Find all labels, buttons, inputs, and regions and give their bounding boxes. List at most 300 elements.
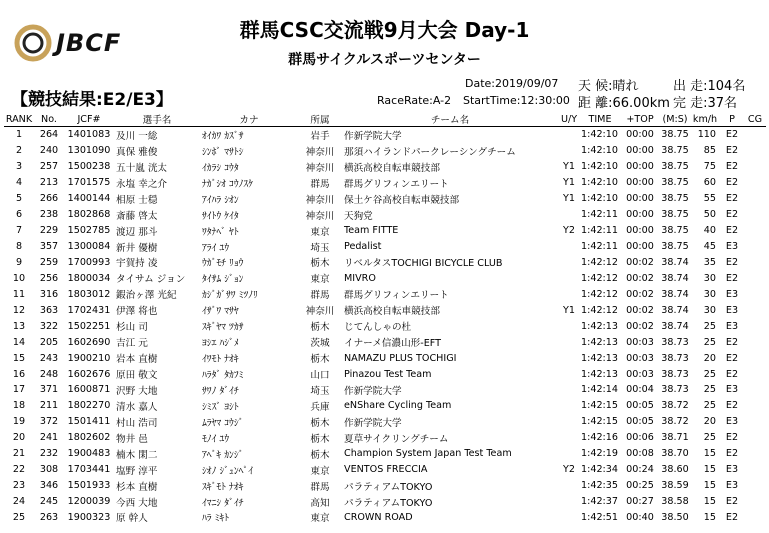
time-gap-cell: 00:03: [626, 336, 654, 348]
affiliation-cell: 兵庫: [310, 401, 330, 413]
uy-flag-cell: [558, 334, 580, 350]
rank-cell: 12: [12, 304, 26, 316]
jcf-number-cell: 1600871: [67, 384, 111, 396]
category-cell: E2: [725, 336, 739, 348]
uy-flag-cell: [558, 398, 580, 414]
jcf-number-cell: 1602676: [67, 368, 111, 380]
jcf-number-cell: 1900210: [67, 352, 111, 364]
uy-flag-cell: [558, 127, 580, 143]
jcf-number-cell: 1703441: [67, 464, 111, 476]
team-name-cell: 群馬グリフィンエリート: [344, 178, 449, 190]
category-cell: E2: [725, 256, 739, 268]
race-date: Date:2019/09/07: [465, 77, 559, 90]
rider-kana-cell: ｲﾜﾓﾄ ﾅｵｷ: [202, 354, 239, 366]
points-cell: 15: [703, 496, 716, 508]
category-cell: E2: [725, 209, 739, 221]
jcf-number-cell: 1802602: [67, 432, 111, 444]
category-cell: E2: [725, 368, 739, 380]
rider-name-cell: 永塩 幸之介: [116, 178, 168, 190]
finish-time-cell: 1:42:51: [581, 511, 618, 523]
rider-name-cell: 清水 嘉人: [116, 401, 158, 413]
start-time: StartTime:12:30:00: [463, 94, 570, 107]
finish-time-cell: 1:42:12: [581, 256, 618, 268]
starters-count: 出 走:104名: [673, 79, 746, 94]
table-row: [4, 446, 766, 462]
rider-kana-cell: ｲｻﾞﾜ ﾏｻﾔ: [202, 306, 239, 318]
avg-speed-cell: 38.73: [661, 384, 689, 396]
time-gap-cell: 00:27: [626, 496, 654, 508]
rank-cell: 20: [12, 432, 26, 444]
rank-cell: 23: [12, 480, 26, 492]
bib-number-cell: 256: [39, 272, 59, 284]
jcf-number-cell: 1500238: [67, 161, 111, 173]
affiliation-cell: 山口: [310, 370, 330, 382]
rider-name-cell: 原田 敬文: [116, 370, 158, 382]
category-cell: E3: [725, 464, 739, 476]
jcf-number-cell: 1900483: [67, 448, 111, 460]
avg-speed-cell: 38.75: [661, 209, 689, 221]
weather: 天 候:晴れ: [578, 79, 639, 94]
distance: 距 離:66.00km: [578, 96, 670, 111]
points-cell: 110: [697, 129, 716, 141]
finish-time-cell: 1:42:10: [581, 161, 618, 173]
rider-kana-cell: ｼﾐｽﾞ ﾖｼﾄ: [202, 401, 239, 413]
time-gap-cell: 00:02: [626, 304, 654, 316]
table-row: [4, 334, 766, 350]
uy-flag-cell: [558, 350, 580, 366]
uy-flag-cell: [558, 494, 580, 510]
rank-cell: 6: [15, 209, 23, 221]
jcf-number-cell: 1803012: [67, 288, 111, 300]
avg-speed-cell: 38.73: [661, 352, 689, 364]
team-name-cell: Champion System Japan Test Team: [344, 448, 512, 460]
rider-kana-cell: ﾊﾗﾀﾞ ﾀｶﾌﾐ: [202, 370, 244, 382]
time-gap-cell: 00:02: [626, 256, 654, 268]
bib-number-cell: 266: [39, 193, 59, 205]
table-row: [4, 143, 766, 159]
jcf-number-cell: 1702431: [67, 304, 111, 316]
points-cell: 30: [703, 288, 716, 300]
avg-speed-cell: 38.75: [661, 177, 689, 189]
bib-number-cell: 357: [39, 241, 59, 253]
affiliation-cell: 神奈川: [305, 162, 335, 174]
avg-speed-cell: 38.73: [661, 368, 689, 380]
affiliation-cell: 茨城: [310, 338, 330, 350]
time-gap-cell: 00:08: [626, 448, 654, 460]
points-cell: 15: [703, 511, 716, 523]
affiliation-cell: 東京: [310, 274, 330, 286]
affiliation-cell: 埼玉: [310, 385, 330, 397]
points-cell: 25: [703, 400, 716, 412]
category-cell: E2: [725, 448, 739, 460]
jcf-number-cell: 1200039: [67, 496, 111, 508]
finish-time-cell: 1:42:13: [581, 336, 618, 348]
rank-cell: 22: [12, 464, 26, 476]
col-ms: (M:S): [660, 112, 690, 127]
affiliation-cell: 神奈川: [305, 306, 335, 318]
rider-name-cell: 岩本 直樹: [116, 354, 158, 366]
table-row: [4, 414, 766, 430]
affiliation-cell: 栃木: [310, 322, 330, 334]
rider-name-cell: 鍜治ヶ澤 光紀: [116, 290, 177, 302]
jcf-number-cell: 1802868: [67, 209, 111, 221]
rider-kana-cell: ﾖｼｴ ﾊｼﾞﾒ: [202, 338, 239, 350]
time-gap-cell: 00:03: [626, 352, 654, 364]
team-name-cell: じてんしゃの杜: [344, 322, 412, 334]
team-name-cell: Pedalist: [344, 241, 382, 253]
bib-number-cell: 248: [39, 368, 59, 380]
rank-cell: 11: [12, 288, 26, 300]
rank-cell: 3: [15, 161, 23, 173]
time-gap-cell: 00:00: [626, 193, 654, 205]
rider-name-cell: 杉本 直樹: [116, 481, 158, 493]
points-cell: 20: [703, 416, 716, 428]
col-jcf: JCF#: [64, 112, 114, 127]
affiliation-cell: 栃木: [310, 433, 330, 445]
time-gap-cell: 00:02: [626, 320, 654, 332]
avg-speed-cell: 38.75: [661, 225, 689, 237]
jcf-number-cell: 1502251: [67, 320, 111, 332]
bib-number-cell: 322: [39, 320, 59, 332]
bib-number-cell: 240: [39, 145, 59, 157]
page-title: 群馬CSC交流戦9月大会 Day-1: [239, 18, 530, 42]
col-no: No.: [34, 112, 64, 127]
uy-flag-cell: Y2: [563, 464, 575, 476]
affiliation-cell: 栃木: [310, 417, 330, 429]
affiliation-cell: 群馬: [310, 481, 330, 493]
results-table: [4, 112, 766, 525]
finish-time-cell: 1:42:15: [581, 400, 618, 412]
table-row: [4, 286, 766, 302]
col-kana: カナ: [200, 112, 298, 127]
points-cell: 55: [703, 193, 716, 205]
avg-speed-cell: 38.74: [661, 272, 689, 284]
category-cell: E2: [725, 272, 739, 284]
points-cell: 75: [703, 161, 716, 173]
affiliation-cell: 栃木: [310, 354, 330, 366]
col-rank: RANK: [5, 113, 33, 125]
rider-kana-cell: ｲﾏﾆｼ ﾀﾞｲﾁ: [202, 497, 244, 509]
time-gap-cell: 00:24: [626, 464, 654, 476]
time-gap-cell: 00:00: [626, 177, 654, 189]
finish-time-cell: 1:42:37: [581, 496, 618, 508]
category-cell: E2: [725, 161, 739, 173]
rider-name-cell: 五十嵐 洸太: [116, 162, 168, 174]
venue-subtitle: 群馬サイクルスポーツセンター: [288, 52, 481, 68]
jcf-number-cell: 1502785: [67, 225, 111, 237]
team-name-cell: 横浜高校自転車競技部: [344, 162, 440, 174]
rider-kana-cell: ｳｶﾞﾓﾁ ﾘｮｳ: [202, 258, 244, 270]
bib-number-cell: 238: [39, 209, 59, 221]
affiliation-cell: 東京: [310, 465, 330, 477]
avg-speed-cell: 38.70: [661, 448, 689, 460]
category-cell: E2: [725, 129, 739, 141]
table-header-row: [4, 112, 766, 127]
team-name-cell: 作新学院大学: [344, 130, 402, 142]
uy-flag-cell: Y1: [563, 304, 575, 316]
rider-name-cell: タイサム ジョン: [116, 274, 186, 286]
bib-number-cell: 264: [39, 129, 59, 141]
points-cell: 50: [703, 209, 716, 221]
table-row: [4, 255, 766, 271]
time-gap-cell: 00:00: [626, 225, 654, 237]
rider-kana-cell: ｽｷﾞﾓﾄ ﾅｵｷ: [202, 481, 244, 493]
bib-number-cell: 213: [39, 177, 59, 189]
rider-kana-cell: ｻﾜﾉ ﾀﾞｲﾁ: [202, 385, 239, 397]
table-row: [4, 302, 766, 318]
affiliation-cell: 群馬: [310, 290, 330, 302]
finishers-count: 完 走:37名: [673, 96, 738, 111]
rider-name-cell: 沢野 大地: [116, 385, 158, 397]
jcf-number-cell: 1501933: [67, 480, 111, 492]
finish-time-cell: 1:42:13: [581, 352, 618, 364]
team-name-cell: Team FITTE: [344, 225, 399, 237]
team-name-cell: Pinazou Test Team: [344, 368, 432, 380]
jcf-number-cell: 1802270: [67, 400, 111, 412]
rank-cell: 1: [15, 129, 23, 141]
uy-flag-cell: [558, 143, 580, 159]
time-gap-cell: 00:00: [626, 241, 654, 253]
team-name-cell: イナーメ信濃山形-EFT: [344, 338, 442, 350]
rider-kana-cell: ﾅｶﾞｼｵ ｺｳﾉｽｹ: [202, 178, 254, 190]
bib-number-cell: 363: [39, 304, 59, 316]
finish-time-cell: 1:42:10: [581, 193, 618, 205]
rank-cell: 9: [15, 256, 23, 268]
rank-cell: 17: [12, 384, 26, 396]
points-cell: 15: [703, 448, 716, 460]
rider-name-cell: 楠木 閑二: [116, 449, 158, 461]
jcf-number-cell: 1400144: [67, 193, 111, 205]
finish-time-cell: 1:42:12: [581, 304, 618, 316]
avg-speed-cell: 38.75: [661, 193, 689, 205]
jcf-number-cell: 1900323: [67, 511, 111, 523]
table-row: [4, 462, 766, 478]
rider-kana-cell: ｼｵﾉ ｼﾞｭﾝﾍﾟｲ: [202, 465, 254, 477]
team-name-cell: パラティアムTOKYO: [344, 497, 433, 509]
finish-time-cell: 1:42:13: [581, 368, 618, 380]
team-name-cell: パラティアムTOKYO: [344, 481, 433, 493]
table-row: [4, 430, 766, 446]
points-cell: 30: [703, 272, 716, 284]
rank-cell: 25: [12, 511, 26, 523]
rider-name-cell: 塩野 淳平: [116, 465, 158, 477]
bib-number-cell: 245: [39, 496, 59, 508]
points-cell: 40: [703, 225, 716, 237]
finish-time-cell: 1:42:11: [581, 209, 618, 221]
uy-flag-cell: [558, 286, 580, 302]
avg-speed-cell: 38.75: [661, 129, 689, 141]
time-gap-cell: 00:05: [626, 400, 654, 412]
col-top-diff: +TOP: [620, 112, 660, 127]
category-cell: E2: [725, 432, 739, 444]
category-cell: E3: [725, 384, 739, 396]
finish-time-cell: 1:42:35: [581, 480, 618, 492]
bib-number-cell: 259: [39, 256, 59, 268]
category-cell: E3: [725, 320, 739, 332]
rider-name-cell: 新井 優樹: [116, 242, 158, 254]
rank-cell: 7: [15, 225, 23, 237]
rider-kana-cell: ﾑﾗﾔﾏ ｺｳｼﾞ: [202, 417, 244, 429]
time-gap-cell: 00:04: [626, 384, 654, 396]
uy-flag-cell: [558, 318, 580, 334]
bib-number-cell: 257: [39, 161, 59, 173]
avg-speed-cell: 38.58: [661, 496, 689, 508]
rank-cell: 5: [15, 193, 23, 205]
table-row: [4, 239, 766, 255]
bib-number-cell: 372: [39, 416, 59, 428]
team-name-cell: CROWN ROAD: [344, 511, 413, 523]
category-cell: E2: [725, 225, 739, 237]
affiliation-cell: 高知: [310, 497, 330, 509]
rank-cell: 16: [12, 368, 26, 380]
category-cell: E2: [725, 496, 739, 508]
bib-number-cell: 371: [39, 384, 59, 396]
points-cell: 25: [703, 384, 716, 396]
bib-number-cell: 241: [39, 432, 59, 444]
uy-flag-cell: [558, 478, 580, 494]
table-row: [4, 510, 766, 526]
points-cell: 30: [703, 304, 716, 316]
finish-time-cell: 1:42:12: [581, 288, 618, 300]
rank-cell: 15: [12, 352, 26, 364]
uy-flag-cell: [558, 239, 580, 255]
table-row: [4, 207, 766, 223]
rider-kana-cell: ｽｷﾞﾔﾏ ﾂｶｻ: [202, 322, 244, 334]
table-row: [4, 350, 766, 366]
affiliation-cell: 神奈川: [305, 210, 335, 222]
team-name-cell: eNShare Cycling Team: [344, 400, 452, 412]
rider-name-cell: 原 幹人: [116, 513, 148, 525]
category-cell: E2: [725, 177, 739, 189]
points-cell: 35: [703, 256, 716, 268]
rank-cell: 8: [15, 241, 23, 253]
time-gap-cell: 00:00: [626, 161, 654, 173]
col-affiliation: 所属: [298, 112, 342, 127]
time-gap-cell: 00:03: [626, 368, 654, 380]
table-row: [4, 127, 766, 143]
col-category: CG: [744, 112, 766, 127]
results-body: [4, 127, 766, 526]
time-gap-cell: 00:00: [626, 145, 654, 157]
points-cell: 25: [703, 368, 716, 380]
finish-time-cell: 1:42:13: [581, 320, 618, 332]
bib-number-cell: 229: [39, 225, 59, 237]
rider-name-cell: 真保 雅俊: [116, 146, 158, 158]
bib-number-cell: 205: [39, 336, 59, 348]
team-name-cell: MIVRO: [344, 272, 376, 284]
col-time: TIME: [580, 112, 620, 127]
team-name-cell: VENTOS FRECCIA: [344, 464, 428, 476]
rank-cell: 19: [12, 416, 26, 428]
team-name-cell: 保土ケ谷高校自転車競技部: [344, 194, 460, 206]
rank-cell: 4: [15, 177, 23, 189]
rank-cell: 21: [12, 448, 26, 460]
jcf-number-cell: 1501411: [67, 416, 111, 428]
jcf-number-cell: 1300084: [67, 241, 111, 253]
results-heading: 【競技結果:E2/E3】: [11, 90, 173, 110]
finish-time-cell: 1:42:11: [581, 225, 618, 237]
rider-name-cell: 渡辺 那斗: [116, 226, 158, 238]
team-name-cell: 作新学院大学: [344, 417, 402, 429]
category-cell: E3: [725, 288, 739, 300]
avg-speed-cell: 38.50: [661, 511, 689, 523]
rank-cell: 18: [12, 400, 26, 412]
points-cell: 20: [703, 352, 716, 364]
bib-number-cell: 263: [39, 511, 59, 523]
rider-kana-cell: ｱﾗｲ ﾕｳ: [202, 242, 230, 254]
team-name-cell: 夏草サイクリングチーム: [344, 433, 449, 445]
rider-name-cell: 杉山 司: [116, 322, 148, 334]
team-name-cell: 天狗党: [344, 210, 373, 222]
jcf-number-cell: 1701575: [67, 177, 111, 189]
race-rate: RaceRate:A-2: [377, 94, 452, 107]
avg-speed-cell: 38.59: [661, 480, 689, 492]
team-name-cell: 那須ハイランドパークレーシングチーム: [344, 146, 516, 158]
time-gap-cell: 00:05: [626, 416, 654, 428]
uy-flag-cell: [558, 414, 580, 430]
avg-speed-cell: 38.72: [661, 400, 689, 412]
table-row: [4, 191, 766, 207]
rider-name-cell: 村山 浩司: [116, 417, 158, 429]
rider-name-cell: 吉江 元: [116, 338, 148, 350]
table-row: [4, 175, 766, 191]
bib-number-cell: 308: [39, 464, 59, 476]
category-cell: E2: [725, 193, 739, 205]
finish-time-cell: 1:42:19: [581, 448, 618, 460]
finish-time-cell: 1:42:12: [581, 272, 618, 284]
category-cell: E2: [725, 145, 739, 157]
affiliation-cell: 神奈川: [305, 146, 335, 158]
table-row: [4, 159, 766, 175]
rider-name-cell: 及川 一総: [116, 130, 158, 142]
bib-number-cell: 232: [39, 448, 59, 460]
rider-name-cell: 宇賀持 凌: [116, 258, 158, 270]
affiliation-cell: 群馬: [310, 178, 330, 190]
team-name-cell: NAMAZU PLUS TOCHIGI: [344, 352, 457, 364]
time-gap-cell: 00:02: [626, 288, 654, 300]
col-rider-name: 選手名: [114, 112, 200, 127]
rider-kana-cell: ｱﾍﾞｷ ｶﾝｼﾞ: [202, 449, 244, 461]
rider-name-cell: 斎藤 啓太: [116, 210, 158, 222]
rider-kana-cell: ﾀｲｻﾑ ｼﾞｮﾝ: [202, 274, 244, 286]
uy-flag-cell: Y1: [563, 177, 575, 189]
uy-flag-cell: [558, 366, 580, 382]
rank-cell: 24: [12, 496, 26, 508]
col-speed: km/h: [690, 112, 720, 127]
finish-time-cell: 1:42:34: [581, 464, 618, 476]
points-cell: 45: [703, 241, 716, 253]
rider-kana-cell: ｶｼﾞｶﾞｻﾜ ﾐﾂﾉﾘ: [202, 290, 258, 302]
rider-name-cell: 伊澤 将也: [116, 306, 158, 318]
rider-kana-cell: ﾜﾀﾅﾍﾞ ﾔﾄ: [202, 226, 239, 238]
points-cell: 60: [703, 177, 716, 189]
rank-cell: 14: [12, 336, 26, 348]
avg-speed-cell: 38.74: [661, 320, 689, 332]
rider-kana-cell: ｵｲｶﾜ ｶｽﾞｻ: [202, 130, 244, 142]
points-cell: 15: [703, 480, 716, 492]
rider-kana-cell: ﾓﾉｲ ﾕｳ: [202, 433, 230, 445]
rank-cell: 10: [12, 272, 26, 284]
avg-speed-cell: 38.75: [661, 161, 689, 173]
time-gap-cell: 00:40: [626, 511, 654, 523]
rider-kana-cell: ﾊﾗ ﾐｷﾄ: [202, 513, 230, 525]
affiliation-cell: 東京: [310, 226, 330, 238]
rider-kana-cell: ｱｲﾊﾗ ｼｵﾝ: [202, 194, 239, 206]
avg-speed-cell: 38.75: [661, 145, 689, 157]
avg-speed-cell: 38.75: [661, 241, 689, 253]
points-cell: 25: [703, 320, 716, 332]
jcf-number-cell: 1301090: [67, 145, 111, 157]
